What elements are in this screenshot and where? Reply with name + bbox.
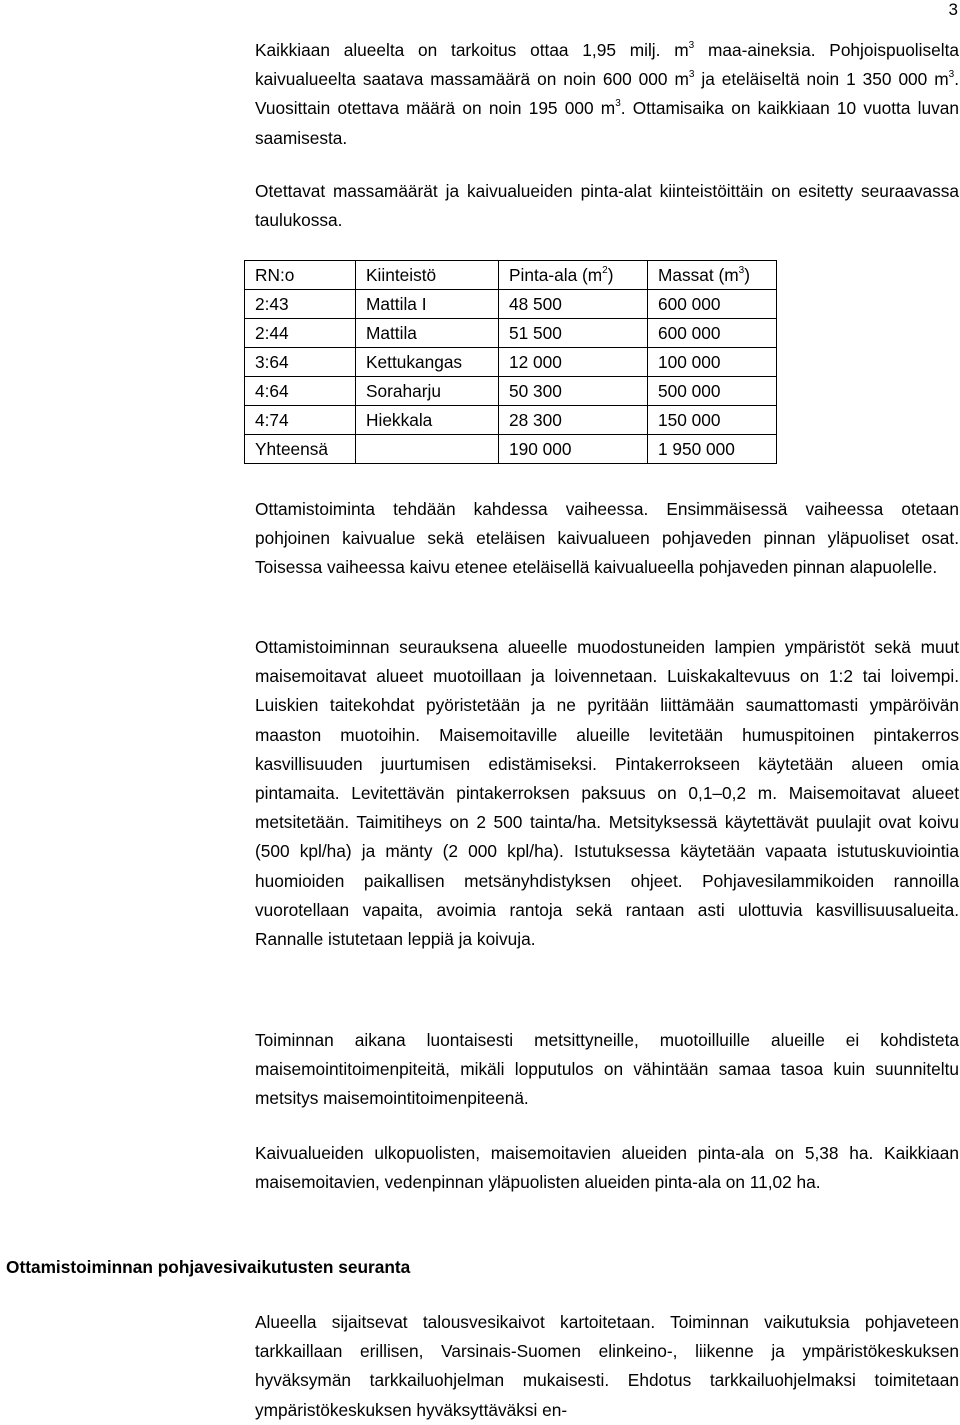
cell-mass: 150 000 (648, 406, 777, 435)
cell-total-label: Yhteensä (245, 435, 356, 464)
table-row (245, 406, 777, 435)
cell-area: 50 300 (499, 377, 648, 406)
table-total-row (245, 435, 777, 464)
cell-rn: 2:44 (245, 319, 356, 348)
cell-rn: 3:64 (245, 348, 356, 377)
intro-paragraph-quantities: Kaikkiaan alueelta on tarkoitus ottaa 1,95 milj. $m^3$ maa-aineksia. Pohjoispuoliselta kaivualueelta saatava massamäärä on noin 600 000 $m^3$ ja eteläiseltä noin 1 350 000 $m^3$. Vuosittain otettava määrä on noin 195 000 $m^3$. Ottamisaika on kaikkiaan 10 vuotta luvan saamisesta. (255, 40, 959, 148)
cell-area: 48 500 (499, 290, 648, 319)
paragraph-natural-forestation: Toiminnan aikana luontaisesti metsittyneille, muotoilluille alueille ei kohdisteta maisemointitoimenpiteitä, mikäli lopputulos on vähintään samaa tasoa kuin suunniteltu metsitys maisemointitoimenpiteenä. (255, 1030, 959, 1109)
cell-mass: 500 000 (648, 377, 777, 406)
table-row (245, 377, 777, 406)
cell-total-area: 190 000 (499, 435, 648, 464)
paragraph-landscaping: Ottamistoiminnan seurauksena alueelle muodostuneiden lampien ympäristöt sekä muut maisemoitavat alueet muotoillaan ja loivennetaan. Luiskakaltevuus on 1:2 tai loivempi. Luiskien taitekohdat pyöristetään ja ne pyritään liittämään saumattomasti ympäröivän maaston muotoihin. Maisemoitaville alueille levitetään humuspitoinen pintakerros kasvillisuuden juurtumisen edistämiseksi. Pintakerrokseen käytetään alueen omia pintamaita. Levitettävän pintakerroksen paksuus on 0,1–0,2 m. Maisemoitavat alueet metsitetään. Taimitiheys on 2 500 tainta/ha. Metsityksessä käytettävät puulajit ovat koivu (500 kpl/ha) ja mänty (2 000 kpl/ha). Istutuksessa käytetään vapaata istutuskuviointia huomioiden paikallisen metsänyhdistyksen ohjeet. Pohjavesilammikoiden rannoilla vuorotellaan vapaita, avoimia rantoja sekä rantaan asti ulottuvia kasvillisuusalueita. Rannalle istutetaan leppiä ja koivuja. (255, 637, 959, 950)
paragraph-areas: Kaivualueiden ulkopuolisten, maisemoitavien alueiden pinta-ala on 5,38 ha. Kaikkiaan maisemoitavien, vedenpinnan yläpuolisten alueiden pinta-ala on 11,02 ha. (255, 1143, 959, 1193)
header-area: Pinta-ala $(m^2)$ (499, 261, 648, 290)
cell-estate: Soraharju (356, 377, 499, 406)
header-rn: RN:o (245, 261, 356, 290)
header-estate: Kiinteistö (356, 261, 499, 290)
section-heading: Ottamistoiminnan pohjavesivaikutusten seuranta (6, 1257, 411, 1277)
estate-quantities-table (244, 260, 777, 464)
cell-area: 51 500 (499, 319, 648, 348)
cell-mass: 600 000 (648, 290, 777, 319)
cell-area: 12 000 (499, 348, 648, 377)
intro-paragraph-table-reference: Otettavat massamäärät ja kaivualueiden pinta-alat kiinteistöittäin on esitetty seuraavassa taulukossa. (255, 181, 959, 231)
table-row (245, 348, 777, 377)
cell-mass: 600 000 (648, 319, 777, 348)
cell-total-mass: 1 950 000 (648, 435, 777, 464)
cell-mass: 100 000 (648, 348, 777, 377)
page-number: 3 (948, 0, 958, 19)
paragraph-phases: Ottamistoiminta tehdään kahdessa vaiheessa. Ensimmäisessä vaiheessa otetaan pohjoinen kaivualue sekä eteläisen kaivualueen pohjaveden pinnan yläpuoliset osat. Toisessa vaiheessa kaivu etenee eteläisellä kaivualueella pohjaveden pinnan alapuolelle. (255, 499, 959, 578)
header-mass: Massat $(m^3)$ (648, 261, 777, 290)
cell-estate: Mattila I (356, 290, 499, 319)
cell-rn: 2:43 (245, 290, 356, 319)
cell-estate: Kettukangas (356, 348, 499, 377)
cell-estate: Mattila (356, 319, 499, 348)
cell-total-estate (356, 435, 499, 464)
paragraph-monitoring: Alueella sijaitsevat talousvesikaivot kartoitetaan. Toiminnan vaikutuksia pohjaveteen tarkkaillaan erillisen, Varsinais-Suomen elinkeino-, liikenne ja ympäristökeskuksen hyväksymän tarkkailuohjelman mukaisesti. Ehdotus tarkkailuohjelmaksi toimitetaan ympäristökeskuksen hyväksyttäväksi en- (255, 1312, 959, 1420)
table-row (245, 319, 777, 348)
table-header-row (245, 261, 777, 290)
cell-rn: 4:64 (245, 377, 356, 406)
table-row (245, 290, 777, 319)
cell-estate: Hiekkala (356, 406, 499, 435)
cell-area: 28 300 (499, 406, 648, 435)
cell-rn: 4:74 (245, 406, 356, 435)
